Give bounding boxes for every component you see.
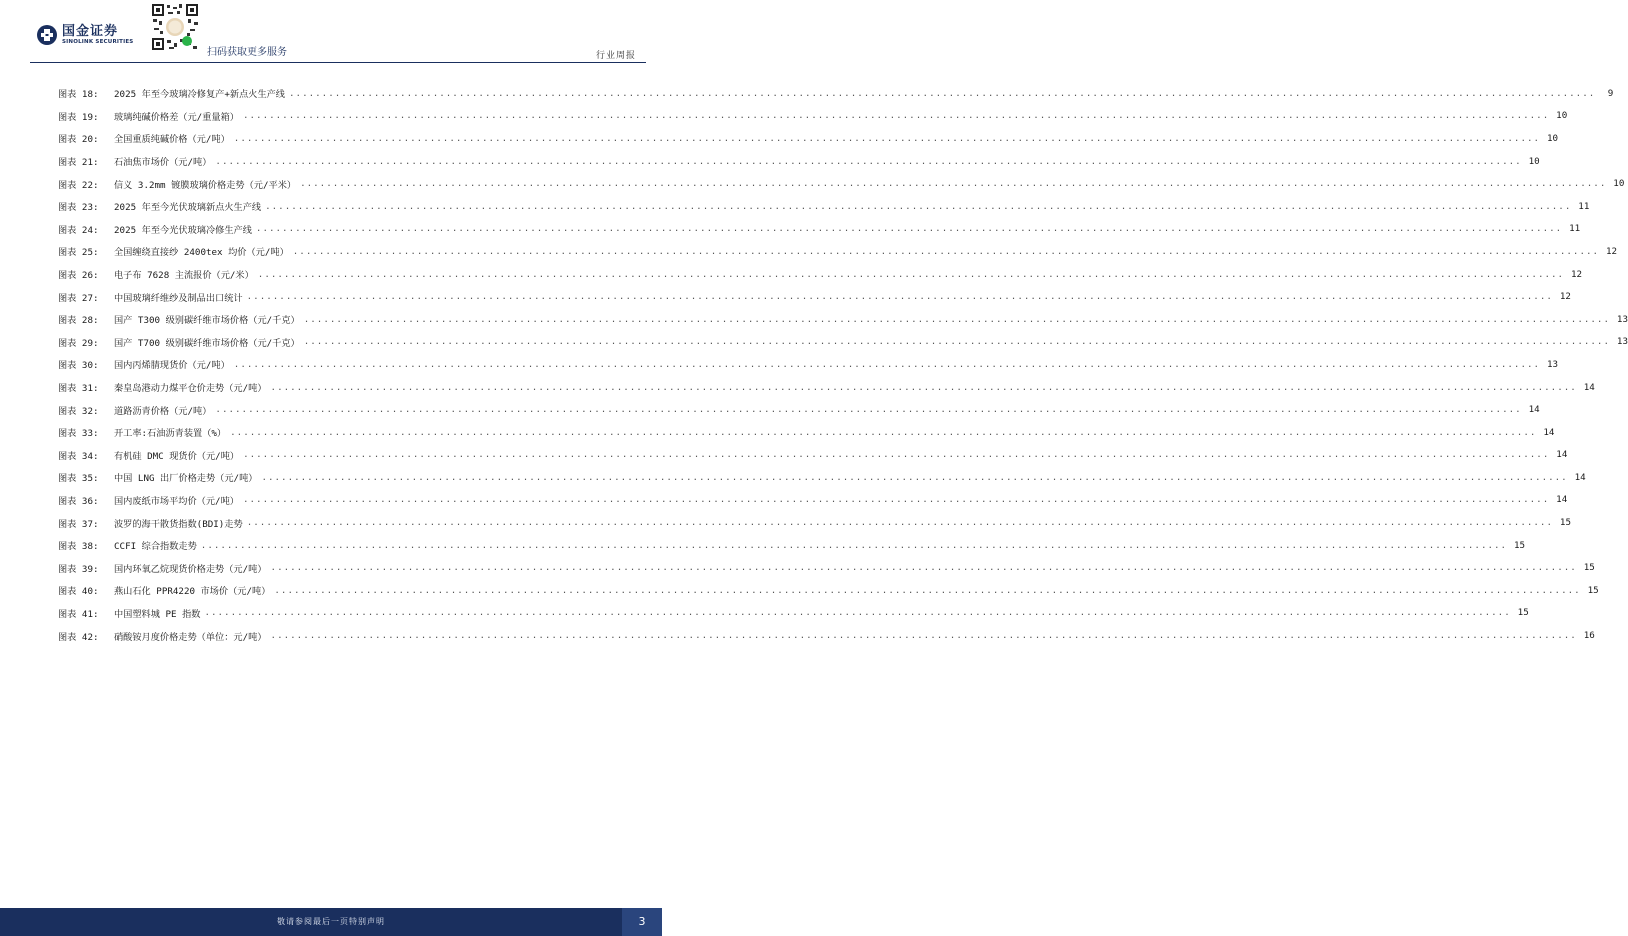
- toc-entry-page: 13: [1616, 336, 1628, 348]
- toc-entry-number: 图表 42:: [58, 631, 99, 643]
- toc-entry-title: 玻璃纯碱价格差（元/重量箱）: [114, 111, 239, 123]
- toc-entry-number: 图表 25:: [58, 247, 99, 259]
- toc-entry-title: 2025 年至今玻璃冷修复产+新点火生产线: [114, 89, 285, 101]
- toc-entry[interactable]: [58, 331, 1628, 354]
- toc-entry-page: 14: [1583, 381, 1595, 393]
- toc-entry-number: 图表 32:: [58, 405, 99, 417]
- toc-entry-page: 14: [1543, 426, 1555, 438]
- toc-leader-dots: ........................................................................................................................................................................................................: [303, 336, 1610, 348]
- toc-entry[interactable]: [58, 398, 1540, 421]
- toc-leader-dots: ........................................................................................................................................................................................................: [292, 245, 1600, 257]
- toc-leader-dots: ........................................................................................................................................................................................................: [257, 268, 1565, 280]
- toc-leader-dots: ........................................................................................................................................................................................................: [215, 404, 1522, 416]
- toc-entry-number: 图表 33:: [58, 428, 99, 440]
- toc-entry-number: 图表 34:: [58, 450, 99, 462]
- page-header: [0, 0, 662, 64]
- toc-entry-title: 2025 年至今光伏玻璃新点火生产线: [114, 202, 262, 214]
- toc-leader-dots: ........................................................................................................................................................................................................: [200, 539, 1508, 551]
- toc-entry-page: 15: [1559, 517, 1571, 529]
- toc-leader-dots: ........................................................................................................................................................................................................: [255, 223, 1563, 235]
- toc-entry-number: 图表 28:: [58, 315, 99, 327]
- toc-entry-number: 图表 20:: [58, 134, 99, 146]
- toc-entry-number: 图表 31:: [58, 383, 99, 395]
- toc-entry[interactable]: [58, 127, 1559, 150]
- toc-entry-title: 全国缠绕直接纱 2400tex 均价（元/吨）: [114, 247, 289, 259]
- toc-entry-number: 图表 26:: [58, 270, 99, 282]
- toc-leader-dots: ........................................................................................................................................................................................................: [233, 132, 1541, 144]
- toc-entry-page: 15: [1587, 584, 1599, 596]
- brand-name-cn: 国金证券: [62, 23, 119, 39]
- toc-leader-dots: ........................................................................................................................................................................................................: [265, 200, 1572, 212]
- toc-entry-title: 国产 T700 级别碳纤维市场价格（元/千克）: [114, 337, 300, 349]
- toc-entry-title: 电子布 7628 主流报价（元/米）: [114, 270, 254, 282]
- toc-entry-page: 14: [1528, 404, 1540, 416]
- toc-entry-number: 图表 30:: [58, 360, 99, 372]
- toc-entry-page: 14: [1556, 449, 1568, 461]
- toc-entry[interactable]: [58, 624, 1595, 647]
- toc-leader-dots: ........................................................................................................................................................................................................: [246, 291, 1553, 303]
- toc-entry[interactable]: [58, 376, 1595, 399]
- toc-entry-page: 13: [1616, 313, 1628, 325]
- toc-entry-page: 15: [1583, 562, 1595, 574]
- brand-mark-icon: [36, 24, 58, 46]
- toc-entry-title: 道路沥青价格（元/吨）: [114, 405, 212, 417]
- toc-entry-title: 中国塑料城 PE 指数: [114, 608, 201, 620]
- toc-entry-page: 10: [1546, 132, 1559, 144]
- toc-entry-title: 开工率:石油沥青装置（%）: [114, 428, 227, 440]
- toc-entry-number: 图表 27:: [58, 292, 99, 304]
- toc-entry-number: 图表 19:: [58, 111, 99, 123]
- toc-entry-title: 秦皇岛港动力煤平仓价走势（元/吨）: [114, 383, 267, 395]
- toc-entry-title: 波罗的海干散货指数(BDI)走势: [114, 518, 243, 530]
- toc-leader-dots: ........................................................................................................................................................................................................: [270, 381, 1577, 393]
- toc-leader-dots: ........................................................................................................................................................................................................: [246, 517, 1553, 529]
- toc-entry-page: 12: [1605, 245, 1618, 257]
- toc-entry-number: 图表 41:: [58, 608, 99, 620]
- toc-leader-dots: ........................................................................................................................................................................................................: [204, 607, 1511, 619]
- toc-entry[interactable]: [58, 534, 1526, 557]
- toc-entry[interactable]: [58, 556, 1595, 579]
- toc-leader-dots: ........................................................................................................................................................................................................: [300, 178, 1607, 190]
- toc-entry-page: 10: [1528, 155, 1540, 167]
- table-of-figures: [58, 82, 1628, 647]
- toc-leader-dots: ........................................................................................................................................................................................................: [261, 471, 1568, 483]
- toc-entry-title: 石油焦市场价（元/吨）: [114, 157, 212, 169]
- toc-entry-number: 图表 22:: [58, 179, 99, 191]
- toc-entry-title: 硝酸铵月度价格走势（单位：元/吨）: [114, 631, 267, 643]
- toc-entry-number: 图表 24:: [58, 224, 99, 236]
- toc-entry-number: 图表 36:: [58, 495, 99, 507]
- page-footer: [0, 908, 662, 936]
- toc-entry-title: 中国玻璃纤维纱及制品出口统计: [114, 292, 243, 304]
- toc-entry-title: 中国 LNG 出厂价格走势（元/吨）: [114, 473, 258, 485]
- toc-entry-title: 燕山石化 PPR4220 市场价（元/吨）: [114, 586, 271, 598]
- toc-entry-title: 全国重质纯碱价格（元/吨）: [114, 134, 230, 146]
- toc-leader-dots: ........................................................................................................................................................................................................: [242, 110, 1550, 122]
- toc-entry[interactable]: [58, 263, 1583, 286]
- toc-leader-dots: ........................................................................................................................................................................................................: [270, 562, 1577, 574]
- toc-entry[interactable]: [58, 421, 1555, 444]
- toc-leader-dots: ........................................................................................................................................................................................................: [242, 494, 1550, 506]
- toc-entry-title: 2025 年至今光伏玻璃冷修生产线: [114, 224, 252, 236]
- toc-leader-dots: ........................................................................................................................................................................................................: [289, 87, 1596, 99]
- qr-code-icon: [150, 2, 200, 52]
- toc-entry-page: 12: [1559, 291, 1571, 303]
- toc-entry-page: 14: [1556, 494, 1568, 506]
- toc-entry-title: 有机硅 DMC 现货价（元/吨）: [114, 450, 240, 462]
- toc-entry-title: 信义 3.2mm 镀膜玻璃价格走势（元/平米）: [114, 179, 297, 191]
- toc-entry-number: 图表 35:: [58, 473, 99, 485]
- report-category: 行业周报: [595, 51, 636, 61]
- toc-entry-page: 10: [1613, 178, 1625, 190]
- toc-leader-dots: ........................................................................................................................................................................................................: [230, 426, 1537, 438]
- toc-entry-page: 9: [1607, 87, 1614, 99]
- toc-leader-dots: ........................................................................................................................................................................................................: [274, 584, 1581, 596]
- toc-entry[interactable]: [58, 195, 1590, 218]
- page-number: 3: [622, 908, 662, 936]
- toc-entry[interactable]: [58, 602, 1529, 625]
- toc-entry[interactable]: [58, 489, 1568, 512]
- toc-entry-page: 11: [1578, 200, 1590, 212]
- footer-disclaimer: 敬请参阅最后一页特别声明: [277, 917, 385, 926]
- toc-entry-number: 图表 18:: [58, 89, 99, 101]
- toc-entry-title: 国内环氧乙烷现货价格走势（元/吨）: [114, 563, 267, 575]
- toc-entry-number: 图表 38:: [58, 541, 99, 553]
- toc-entry-page: 15: [1517, 607, 1529, 619]
- toc-entry-page: 15: [1514, 539, 1526, 551]
- toc-entry-title: 国产 T300 级别碳纤维市场价格（元/千克）: [114, 315, 300, 327]
- toc-entry-title: 国内废纸市场平均价（元/吨）: [114, 495, 239, 507]
- toc-entry-page: 13: [1546, 358, 1559, 370]
- toc-entry[interactable]: [58, 172, 1625, 195]
- toc-entry[interactable]: [58, 511, 1571, 534]
- toc-entry-number: 图表 37:: [58, 518, 99, 530]
- toc-leader-dots: ........................................................................................................................................................................................................: [215, 155, 1522, 167]
- toc-entry-page: 10: [1556, 110, 1568, 122]
- toc-leader-dots: ........................................................................................................................................................................................................: [233, 358, 1541, 370]
- toc-entry-number: 图表 40:: [58, 586, 99, 598]
- toc-entry-page: 12: [1571, 268, 1583, 280]
- toc-entry[interactable]: [58, 444, 1568, 467]
- toc-leader-dots: ........................................................................................................................................................................................................: [243, 449, 1550, 461]
- toc-entry-page: 14: [1574, 471, 1586, 483]
- toc-entry[interactable]: [58, 105, 1568, 128]
- toc-entry-number: 图表 29:: [58, 337, 99, 349]
- toc-entry[interactable]: [58, 353, 1559, 376]
- toc-leader-dots: ........................................................................................................................................................................................................: [303, 313, 1610, 325]
- toc-entry[interactable]: [58, 308, 1628, 331]
- toc-entry-page: 16: [1583, 630, 1595, 642]
- toc-entry[interactable]: [58, 240, 1618, 263]
- toc-entry[interactable]: [58, 150, 1540, 173]
- toc-entry-title: 国内丙烯腈现货价（元/吨）: [114, 360, 230, 372]
- toc-entry-number: 图表 21:: [58, 157, 99, 169]
- toc-entry[interactable]: [58, 579, 1599, 602]
- toc-entry-number: 图表 23:: [58, 202, 99, 214]
- toc-entry[interactable]: [58, 218, 1581, 241]
- toc-entry[interactable]: [58, 466, 1586, 489]
- toc-leader-dots: ........................................................................................................................................................................................................: [270, 630, 1577, 642]
- brand-name-en: SINOLINK SECURITIES: [62, 38, 134, 45]
- toc-entry[interactable]: [58, 82, 1614, 105]
- toc-entry-page: 11: [1569, 223, 1581, 235]
- header-divider: [30, 62, 646, 63]
- toc-entry-number: 图表 39:: [58, 563, 99, 575]
- toc-entry[interactable]: [58, 285, 1571, 308]
- qr-caption: 扫码获取更多服务: [207, 47, 287, 58]
- toc-entry-title: CCFI 综合指数走势: [114, 541, 197, 553]
- brand-logo: [36, 24, 133, 46]
